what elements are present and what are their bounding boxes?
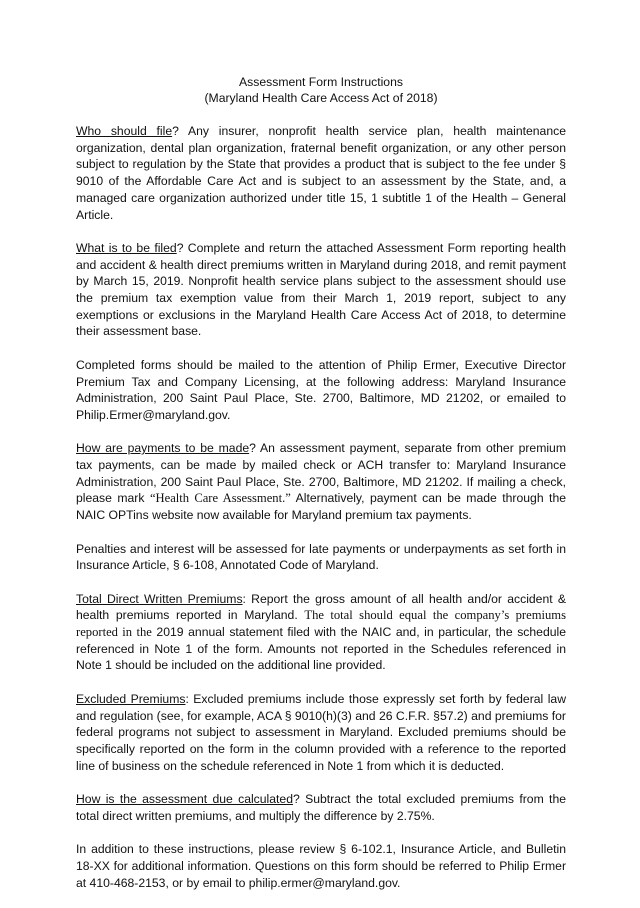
text-total-premiums-a: : Report the gross amount of all health and/or accident & health premiums reported in Maryland. <box>76 591 566 623</box>
title-line-2: (Maryland Health Care Access Act of 2018) <box>204 91 438 105</box>
text-additional-information: In addition to these instructions, please review § 6-102.1, Insurance Article, and Bulletin 18-XX for additional information. Questions on this form should be referred to Philip Ermer at 410-468-2153, or by email to philip.ermer@maryland.gov. <box>76 842 566 890</box>
paragraph-mailing-address <box>76 357 566 424</box>
heading-payments: How are payments to be made <box>76 441 250 456</box>
heading-assessment-calculation: How is the assessment due calculated <box>76 792 293 807</box>
paragraph-payments <box>76 440 566 524</box>
heading-total-direct-written-premiums: Total Direct Written Premiums <box>76 591 243 606</box>
title-line-1: Assessment Form Instructions <box>239 75 403 89</box>
text-total-premiums-serif: The total should equal the company’s premiums reported in the <box>76 608 567 640</box>
paragraph-what-is-to-be-filed <box>76 240 566 340</box>
paragraph-excluded-premiums <box>76 691 566 775</box>
document-title <box>76 74 566 106</box>
text-excluded-cfr: 26 C.F.R. §57.2) <box>378 708 468 723</box>
paragraph-additional-information <box>76 841 566 891</box>
paragraph-who-should-file <box>76 123 566 223</box>
document-page <box>76 74 566 908</box>
paragraph-total-direct-written-premiums <box>76 591 566 675</box>
paragraph-assessment-calculation <box>76 791 566 824</box>
text-excluded-b: and premiums for federal programs not subject to assessment in Maryland. Excluded premiums should be specifically reported on the form in the column provided with a reference to the reported line of business on the schedule referenced in Note 1 from which it is deducted. <box>76 708 566 773</box>
heading-who-should-file: Who should file <box>76 124 173 138</box>
text-mailing-address: Completed forms should be mailed to the attention of Philip Ermer, Executive Director Premium Tax and Company Licensing, at the following address: Maryland Insurance Administration, 200 Saint Paul Place, Ste. 2700, Baltimore, MD 21202, or emailed to Philip.Ermer@maryland.gov. <box>76 357 566 422</box>
heading-excluded-premiums: Excluded Premiums <box>76 691 186 706</box>
text-payments-serif: “Health Care Assessment.” <box>149 491 291 506</box>
text-who-should-file: ? Any insurer, nonprofit health service plan, health maintenance organization, dental plan organization, fraternal benefit organization, or any other person subject to regulation by the State that provides a product that is subject to the fee under § 9010 of the Affordable Care Act and is subject to an assessment by the State, and, a managed care organization authorized under title 15, 1 subtitle 1 of the Health – General Article. <box>76 124 566 222</box>
paragraph-penalties <box>76 541 566 574</box>
text-assessment-calculation: ? Subtract the total excluded premiums from the total direct written premiums, and multiply the difference by 2.75%. <box>76 792 566 823</box>
text-total-premiums-b: 2019 annual statement filed with the NAIC and, in particular, the schedule referenced in Note 1 of the form. Amounts not reported in the Schedules referenced in Note 1 should be included on the additional line provided. <box>76 625 566 673</box>
heading-what-is-to-be-filed: What is to be filed <box>76 240 177 255</box>
text-payments-a: ? An assessment payment, separate from other premium tax payments, can be made by mailed check or ACH transfer to: Maryland Insurance Administration, 200 Saint Paul Place, Ste. 2700, Baltimore, MD 21202. If mailing a check, please mark <box>76 441 566 506</box>
text-penalties: Penalties and interest will be assessed for late payments or underpayments as set forth in Insurance Article, § 6-108, Annotated Code of Maryland. <box>76 541 566 573</box>
text-what-is-to-be-filed: ? Complete and return the attached Assessment Form reporting health and accident & health direct premiums written in Maryland during 2018, and remit payment by March 15, 2019. Nonprofit health service plans subject to the assessment should use the premium tax exemption value from their March 1, 2019 report, subject to any exemptions or exclusions in the Maryland Health Care Access Act of 2018, to determine their assessment base. <box>76 240 566 339</box>
text-excluded-a: : Excluded premiums include those expressly set forth by federal law and regulation (see, for example, ACA § 9010(h)(3) and <box>76 691 566 723</box>
text-payments-b: Alternatively, payment can be made through the NAIC OPTins website now available for Maryland premium tax payments. <box>76 491 566 523</box>
